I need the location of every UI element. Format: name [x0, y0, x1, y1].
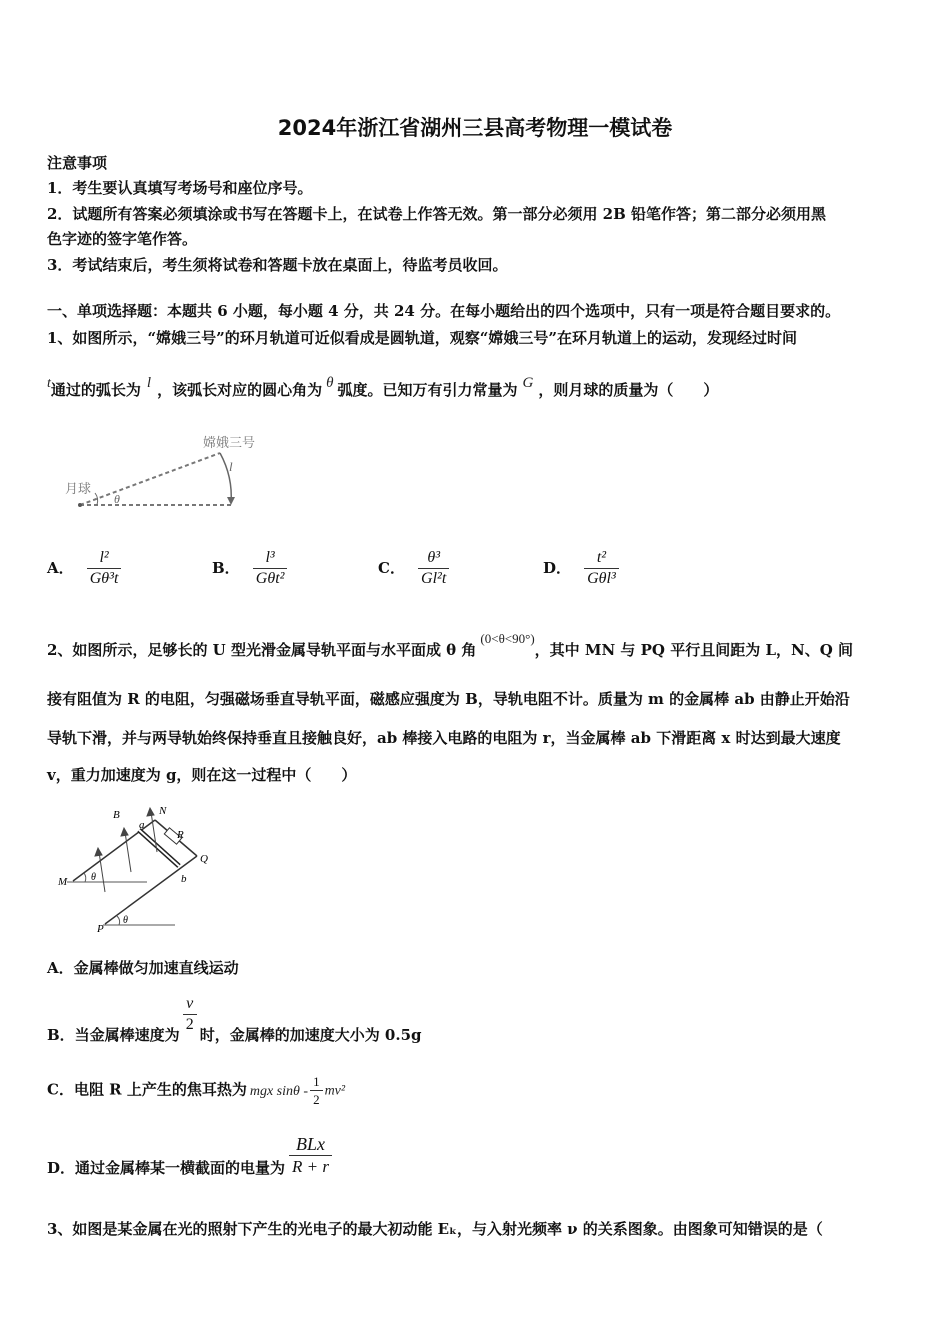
q1-option-A[interactable] — [47, 548, 121, 589]
notice-item-3: 3．考试结束后，考生须将试卷和答题卡放在桌面上，待监考员收回。 — [47, 256, 508, 274]
q2-option-B-pre: B．当金属棒速度为 — [47, 1025, 180, 1044]
q2-stem-line4: v，重力加速度为 g，则在这一过程中（ ） — [47, 766, 357, 784]
q1-label-l: l — [229, 459, 233, 474]
q2-option-D[interactable] — [47, 1133, 332, 1178]
q2-angle-arc-M — [84, 873, 86, 882]
q1-option-A-num: l² — [87, 548, 122, 569]
q1-var-l: l — [146, 375, 152, 391]
q2-option-B-post: 时，金属棒的加速度大小为 0.5g — [199, 1025, 422, 1044]
q1-option-C-den: Gl²t — [421, 570, 447, 587]
q1-var-t: t — [47, 376, 51, 391]
q1-stem-line1: 1、如图所示，“嫦娥三号”的环月轨道可近似看成是圆轨道，观察“嫦娥三号”在环月轨道上的运动，发现经过时间 — [47, 329, 797, 347]
notice-item-2: 2．试题所有答案必须填涂或书写在答题卡上，在试卷上作答无效。第一部分必须用 2B 铅笔作答；第二部分必须用黑 — [47, 205, 827, 223]
notice-item-1: 1．考生要认真填写考场号和座位序号。 — [47, 179, 313, 197]
q2-seg1: 2、如图所示，足够长的 U 型光滑金属导轨平面与水平面成 θ 角 — [47, 641, 477, 659]
q1-option-D[interactable] — [543, 548, 619, 589]
q1-radius-ship-line — [80, 453, 220, 505]
q2-option-B[interactable] — [47, 994, 422, 1044]
q2-label-R: R — [177, 829, 184, 841]
q2-seg2: ，其中 MN 与 PQ 平行且间距为 L，N、Q 间 — [534, 641, 853, 659]
q2-label-N: N — [159, 805, 167, 817]
section-heading: 一、单项选择题：本题共 6 小题，每小题 4 分，共 24 分。在每小题给出的四个选项中，只有一项是符合题目要求的。 — [47, 302, 841, 320]
q2-option-D-fraction — [289, 1133, 332, 1178]
q1-seg2: ，该弧长对应的圆心角为 — [157, 381, 323, 399]
q2-label-b: b — [181, 873, 187, 885]
q2-option-D-pre: D．通过金属棒某一横截面的电量为 — [47, 1158, 286, 1177]
q1-option-D-fraction — [584, 548, 619, 589]
q2-field-arrow-1-icon — [95, 848, 102, 856]
q1-option-D-num: t² — [584, 548, 619, 569]
q2-option-C-num: 1 — [310, 1073, 323, 1091]
q2-stem-line1 — [47, 631, 853, 660]
q2-option-C-expr1: mgx sinθ - — [249, 1083, 309, 1099]
q1-option-A-den: Gθ³t — [89, 570, 119, 587]
q2-angle-condition: (0<θ<90°) — [480, 631, 535, 646]
q1-label-theta: θ — [114, 492, 120, 506]
q1-option-D-den: Gθl³ — [587, 570, 616, 587]
q1-option-C-label: C． — [378, 559, 405, 577]
q2-option-C[interactable] — [47, 1073, 345, 1108]
q2-stem-line2: 接有阻值为 R 的电阻，匀强磁场垂直导轨平面，磁感应强度为 B，导轨电阻不计。质量为 m 的金属棒 ab 由静止开始沿 — [47, 690, 850, 708]
q2-option-B-fraction — [183, 994, 197, 1035]
q1-option-A-label: A． — [47, 559, 74, 577]
q2-option-C-pre: C．电阻 R 上产生的焦耳热为 — [47, 1080, 247, 1099]
q2-label-theta-P: θ — [123, 915, 128, 926]
q1-seg1: 通过的弧长为 — [50, 381, 141, 399]
q1-option-B-fraction — [253, 548, 288, 589]
q2-angle-arc-P — [117, 916, 120, 925]
q1-option-B[interactable] — [212, 548, 287, 589]
q1-option-C-num: θ³ — [418, 548, 449, 569]
q1-seg3: 弧度。已知万有引力常量为 — [337, 381, 518, 399]
q2-field-arrow-3-icon — [147, 808, 154, 816]
q2-option-B-den: 2 — [185, 1016, 194, 1033]
q2-field-arrow-2-icon — [121, 828, 128, 836]
q2-option-C-expr2: mv² — [324, 1083, 346, 1099]
notice-heading: 注意事项 — [47, 154, 108, 172]
q1-label-ship: 嫦娥三号 — [203, 435, 256, 450]
q2-label-P: P — [97, 923, 104, 935]
q2-rail-figure — [55, 800, 225, 935]
q2-option-C-den: 2 — [313, 1092, 320, 1107]
q2-rail-PQ — [105, 856, 197, 924]
q1-var-G: G — [522, 375, 534, 391]
q1-orbit-figure — [55, 425, 285, 525]
q1-option-C-fraction — [418, 548, 449, 589]
q1-label-moon: 月球 — [65, 481, 92, 496]
q2-label-M: M — [58, 876, 68, 888]
q1-seg4: ，则月球的质量为（ ） — [538, 381, 719, 399]
q3-stem-line1: 3、如图是某金属在光的照射下产生的光电子的最大初动能 Eₖ，与入射光频率 ν 的关系图象。由图象可知错误的是（ — [47, 1220, 823, 1238]
q2-option-A[interactable]: A．金属棒做匀加速直线运动 — [47, 959, 239, 977]
q1-option-C[interactable] — [378, 548, 449, 589]
q1-var-theta: θ — [326, 375, 334, 391]
q1-option-B-label: B． — [212, 559, 240, 577]
q2-option-D-num: BLx — [289, 1133, 332, 1156]
page-title: 2024年浙江省湖州三县高考物理一模试卷 — [277, 116, 673, 140]
notice-item-2-cont: 色字迹的签字笔作答。 — [47, 230, 198, 248]
q1-stem-line2 — [47, 375, 719, 400]
q1-moon-center — [78, 503, 82, 507]
q2-option-D-den: R + r — [292, 1157, 329, 1176]
q2-label-B: B — [113, 809, 120, 821]
q2-label-a: a — [139, 819, 145, 831]
q2-option-C-fraction — [310, 1073, 323, 1108]
q1-option-B-den: Gθt² — [255, 570, 285, 587]
q1-option-D-label: D． — [543, 559, 572, 577]
q2-stem-line3: 导轨下滑，并与两导轨始终保持垂直且接触良好，ab 棒接入电路的电阻为 r，当金属棒 ab 下滑距离 x 时达到最大速度 — [47, 729, 841, 747]
q2-label-theta-M: θ — [91, 872, 96, 883]
q1-arc-arrow-icon — [227, 497, 235, 505]
q2-label-Q: Q — [200, 853, 208, 865]
q2-option-B-num: v — [183, 994, 197, 1015]
q1-option-B-num: l³ — [253, 548, 288, 569]
q1-option-A-fraction — [87, 548, 122, 589]
